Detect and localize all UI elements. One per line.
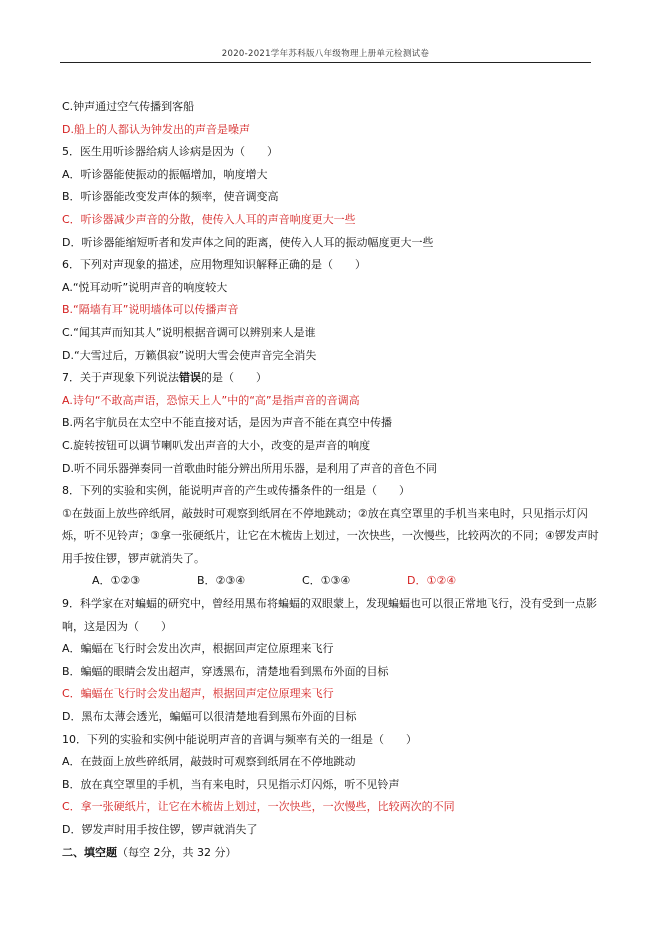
q5-option-b: B．听诊器能改变发声体的频率，使音调变高 xyxy=(62,190,279,204)
q9-option-c: C．蝙蝠在飞行时会发出超声，根据回声定位原理来飞行 xyxy=(62,687,334,701)
q10-stem: 10．下列的实验和实例中能说明声音的音调与频率有关的一组是（ ） xyxy=(62,732,417,746)
q6-option-a: A.“悦耳动听”说明声音的响度较大 xyxy=(62,280,228,294)
q10-option-a: A．在鼓面上放些碎纸屑，敲鼓时可观察到纸屑在不停地跳动 xyxy=(62,755,356,769)
q8-option-d: D．①②④ xyxy=(407,574,457,588)
q5-option-c: C．听诊器减少声音的分散，使传入人耳的声音响度更大一些 xyxy=(62,212,356,226)
q6-stem: 6．下列对声现象的描述，应用物理知识解释正确的是（ ） xyxy=(62,258,366,272)
q5-option-d: D．听诊器能缩短听者和发声体之间的距离，使传入人耳的振动幅度更大一些 xyxy=(62,235,434,249)
q8-stem: 8．下列的实验和实例，能说明声音的产生或传播条件的一组是（ ） xyxy=(62,484,410,498)
page-header: 2020-2021学年苏科版八年级物理上册单元检测试卷 xyxy=(221,49,430,59)
q6-option-b: B.“隔墙有耳”说明墙体可以传播声音 xyxy=(62,303,239,317)
q9-option-b: B．蝙蝠的眼睛会发出超声，穿透黑布，清楚地看到黑布外面的目标 xyxy=(62,664,389,678)
section-2-note: （每空 2分，共 32 分） xyxy=(117,845,237,859)
q6-option-d: D.“大雪过后，万籁俱寂”说明大雪会使声音完全消失 xyxy=(62,348,317,362)
q8-option-c: C．①③④ xyxy=(302,574,351,588)
q9-option-a: A．蝙蝠在飞行时会发出次声，根据回声定位原理来飞行 xyxy=(62,642,334,656)
q8-body: ①在鼓面上放些碎纸屑，敲鼓时可观察到纸屑在不停地跳动；②放在真空罩里的手机当来电时，只见指示灯闪烁，听不见铃声；③拿一张硬纸片，让它在木梳齿上划过，一次快些，一次慢些，比较两次的不同；④锣发声时用手按住锣，锣声就消失了。 xyxy=(62,506,599,565)
q10-option-c: C．拿一张硬纸片，让它在木梳齿上划过，一次快些，一次慢些，比较两次的不同 xyxy=(62,800,455,814)
q4-option-c: C.钟声通过空气传播到客船 xyxy=(62,100,195,113)
q8-option-b: B．②③④ xyxy=(197,574,246,588)
q10-option-b: B．放在真空罩里的手机，当有来电时，只见指示灯闪烁，听不见铃声 xyxy=(62,777,400,791)
section-2-heading xyxy=(62,842,602,865)
q7-option-d: D.听不同乐器弹奏同一首歌曲时能分辨出所用乐器，是利用了声音的音色不同 xyxy=(62,461,437,475)
q5-option-a: A．听诊器能使振动的振幅增加，响度增大 xyxy=(62,167,268,181)
q10-option-d: D．锣发声时用手按住锣，锣声就消失了 xyxy=(62,823,258,836)
q7-stem-post: 的是（ ） xyxy=(201,371,267,385)
q9-option-d: D．黑布太薄会透光，蝙蝠可以很清楚地看到黑布外面的目标 xyxy=(62,710,357,724)
q8-option-a: A．①②③ xyxy=(92,574,141,588)
section-2-title: 二、填空题 xyxy=(62,845,117,859)
q7-stem xyxy=(62,367,602,390)
q7-option-b: B.两名宇航员在太空中不能直接对话，是因为声音不能在真空中传播 xyxy=(62,416,393,430)
q7-stem-bold: 错误 xyxy=(179,371,201,385)
q5-stem: 5．医生用听诊器给病人诊病是因为（ ） xyxy=(62,145,278,159)
header-divider xyxy=(60,62,591,63)
q6-option-c: C.“闻其声而知其人”说明根据音调可以辨别来人是谁 xyxy=(62,325,316,339)
q8-options xyxy=(62,570,602,593)
q9-stem: 9．科学家在对蝙蝠的研究中，曾经用黑布将蝙蝠的双眼蒙上，发现蝙蝠也可以很正常地飞行，没有受到一点影响，这是因为（ ） xyxy=(62,597,597,633)
q7-option-a: A.诗句“不敢高声语，恐惊天上人”中的“高”是指声音的音调高 xyxy=(62,393,360,407)
exam-content xyxy=(62,96,602,864)
q4-option-d: D.船上的人都认为钟发出的声音是噪声 xyxy=(62,122,250,136)
q7-stem-pre: 7．关于声现象下列说法 xyxy=(62,371,179,385)
q7-option-c: C.旋转按钮可以调节喇叭发出声音的大小，改变的是声音的响度 xyxy=(62,438,371,452)
